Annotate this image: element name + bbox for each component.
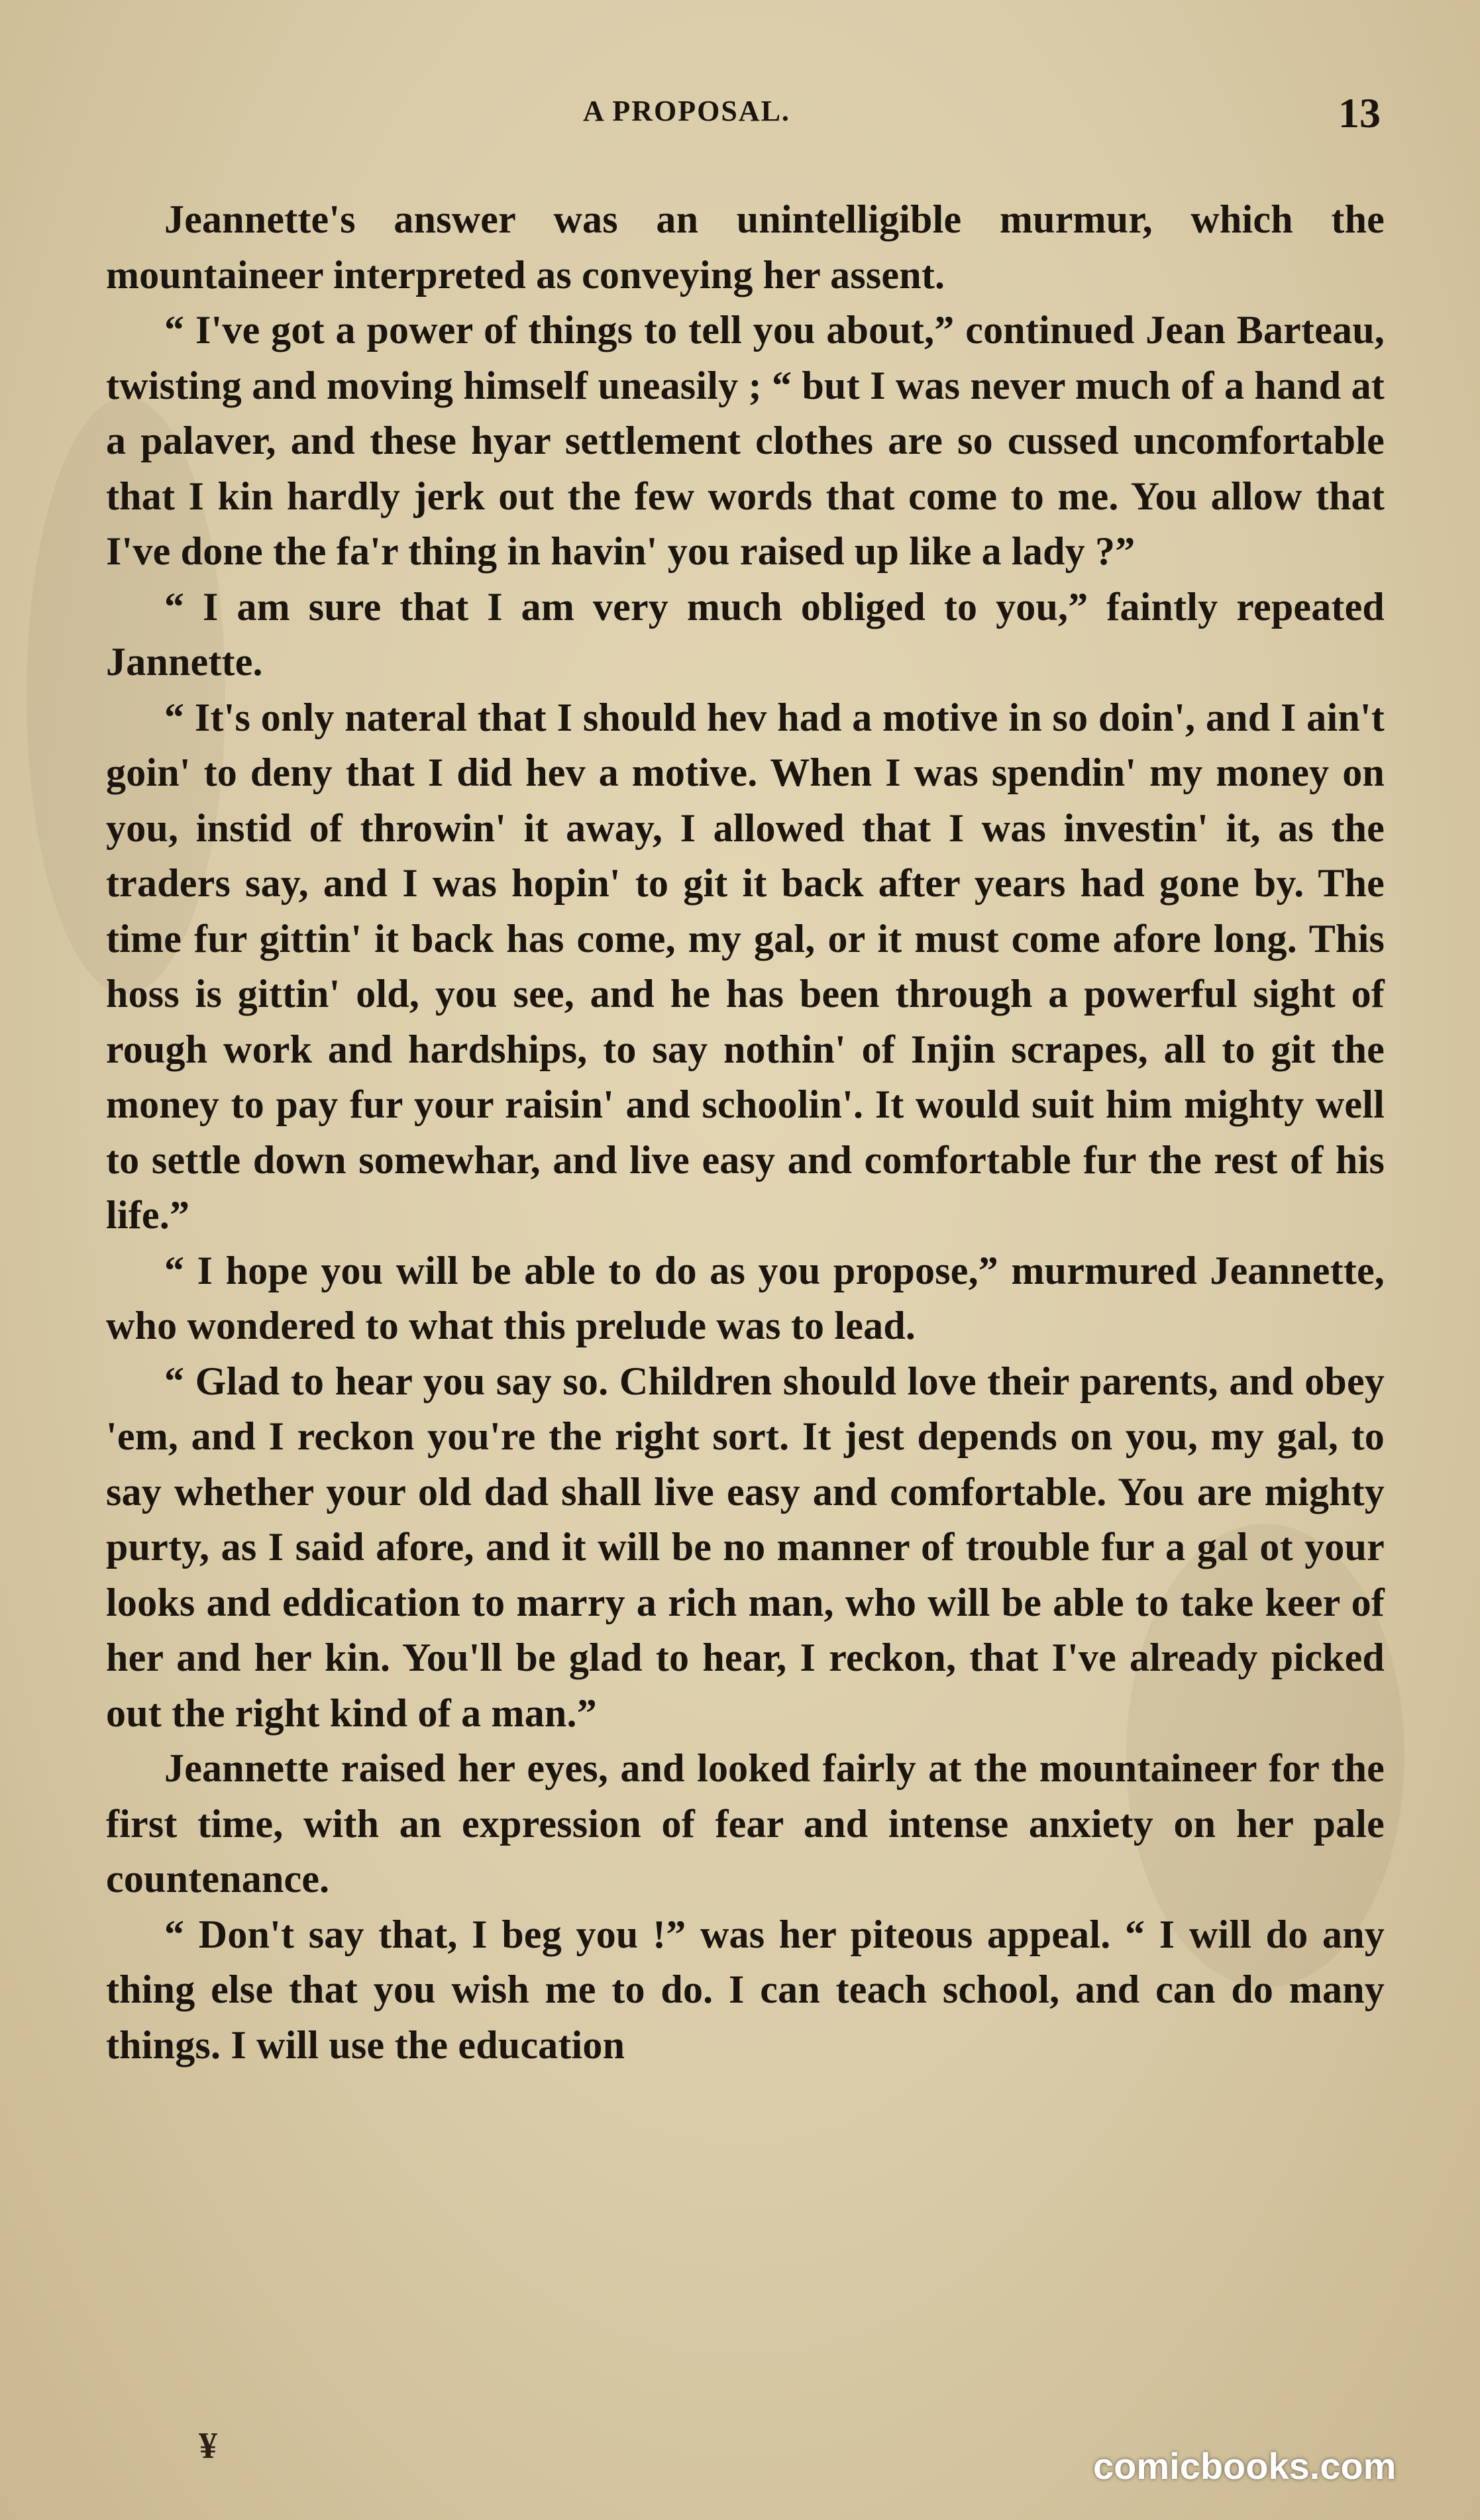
page-number: 13 — [1338, 89, 1381, 136]
footer-mark: ¥ — [199, 2425, 217, 2466]
paragraph: “ I've got a power of things to tell you about,” continued Jean Barteau, twisting and moving himself uneasily ; “ but I was never much of a hand at a palaver, and these hyar settlement clothes are so cussed uncomfortable that I kin hardly jerk out the few words that come to me. You allow that I've done the fa'r thing in havin' you raised up like a lady ?” — [106, 308, 1385, 573]
watermark: comicbooks.com — [1093, 2445, 1397, 2487]
paragraph: “ I hope you will be able to do as you propose,” murmured Jeannette, who wondered to what this prelude was to lead. — [106, 1248, 1385, 1347]
paragraph: Jeannette's answer was an unintelligible murmur, which the mountaineer interpreted as conveying her assent. — [106, 197, 1385, 297]
paragraph: “ Glad to hear you say so. Children should love their parents, and obey 'em, and I reckon you're the right sort. It jest depends on you, my gal, to say whether your old dad shall live easy and comfortable. You are mighty purty, as I said afore, and it will be no manner of trouble fur a gal ot your looks and eddication to marry a rich man, who will be able to take keer of her and her kin. You'll be glad to hear, I reckon, that I've already picked out the right kind of a man.” — [106, 1359, 1385, 1735]
paragraph: “ I am sure that I am very much obliged to you,” faintly repeated Jannette. — [106, 584, 1385, 684]
body-text — [106, 192, 1385, 2073]
running-header — [0, 89, 1480, 140]
running-title: A PROPOSAL. — [583, 95, 790, 127]
paragraph: “ It's only nateral that I should hev had a motive in so doin', and I ain't goin' to deny that I did hev a motive. When I was spendin' my money on you, instid of throwin' it away, I allowed that I was investin' it, as the traders say, and I was hopin' to git it back after years had gone by. The time fur gittin' it back has come, my gal, or it must come afore long. This hoss is gittin' old, you see, and he has been through a powerful sight of rough work and hardships, to say nothin' of Injin scrapes, all to git the money to pay fur your raisin' and schoolin'. It would suit him mighty well to settle down somewhar, and live easy and comfortable fur the rest of his life.” — [106, 695, 1385, 1237]
paragraph: Jeannette raised her eyes, and looked fairly at the mountaineer for the first time, with an expression of fear and intense anxiety on her pale countenance. — [106, 1746, 1385, 1901]
paragraph: “ Don't say that, I beg you !” was her piteous appeal. “ I will do any thing else that you wish me to do. I can teach school, and can do many things. I will use the education — [106, 1912, 1385, 2067]
